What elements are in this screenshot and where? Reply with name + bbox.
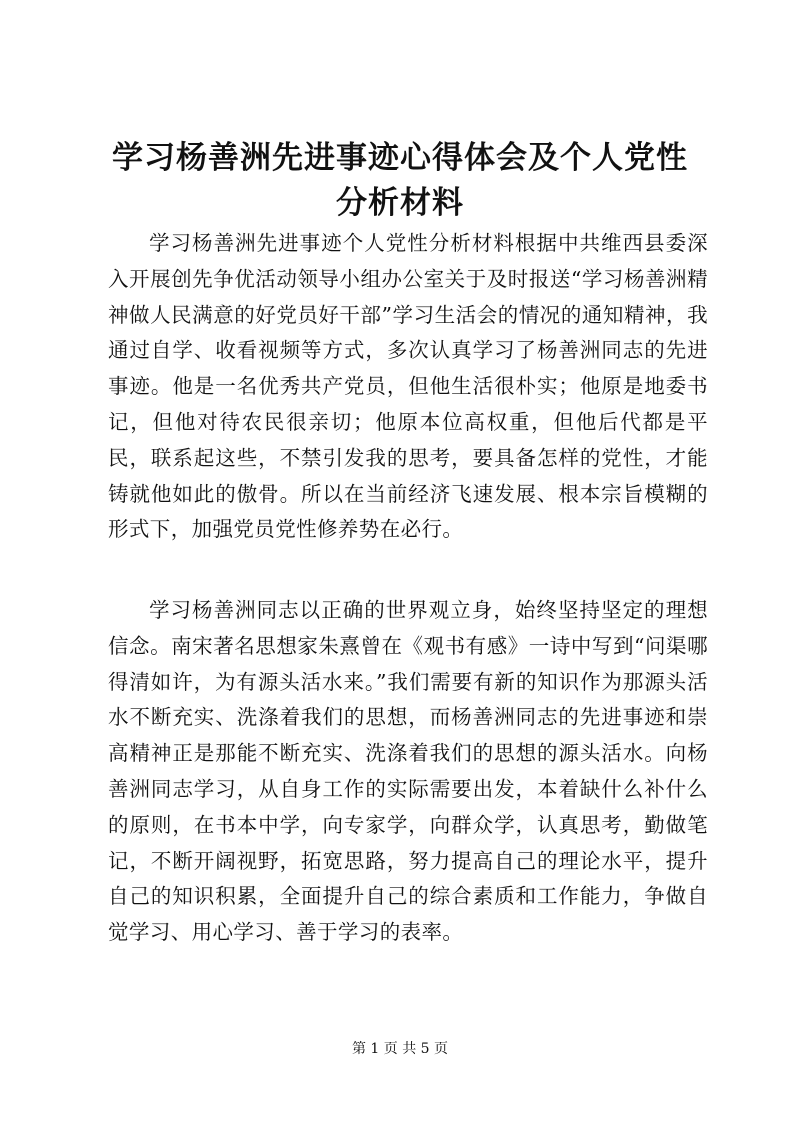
body-paragraph-2: 学习杨善洲同志以正确的世界观立身，始终坚持坚定的理想信念。南宋著名思想家朱熹曾在《观书有感》一诗中写到“问渠哪得清如许，为有源头活水来。”我们需要有新的知识作为那源头活水不断充实、洗涤着我们的思想，而杨善洲同志的先进事迹和崇高精神正是那能不断充实、洗涤着我们的思想的源头活水。向杨善洲同志学习，从自身工作的实际需要出发，本着缺什么补什么的原则，在书本中学，向专家学，向群众学，认真思考，勤做笔记，不断开阔视野，拓宽思路，努力提高自己的理论水平，提升自己的知识积累，全面提升自己的综合素质和工作能力，争做自觉学习、用心学习、善于学习的表率。 <box>108 598 708 945</box>
page-footer: 第 1 页 共 5 页 <box>351 1041 449 1057</box>
body-paragraph-1: 学习杨善洲先进事迹个人党性分析材料根据中共维西县委深入开展创先争优活动领导小组办公室关于及时报送“学习杨善洲精神做人民满意的好党员好干部”学习生活会的情况的通知精神，我通过自学、收看视频等方式，多次认真学习了杨善洲同志的先进事迹。他是一名优秀共产党员，但他生活很朴实；他原是地委书记，但他对待农民很亲切；他原本位高权重，但他后代都是平民，联系起这些，不禁引发我的思考，要具备怎样的党性，才能铸就他如此的傲骨。所以在当前经济飞速发展、根本宗旨模糊的形式下，加强党员党性修养势在必行。 <box>108 231 708 542</box>
document-title: 学习杨善洲先进事迹心得体会及个人党性分析材料 <box>112 140 688 221</box>
